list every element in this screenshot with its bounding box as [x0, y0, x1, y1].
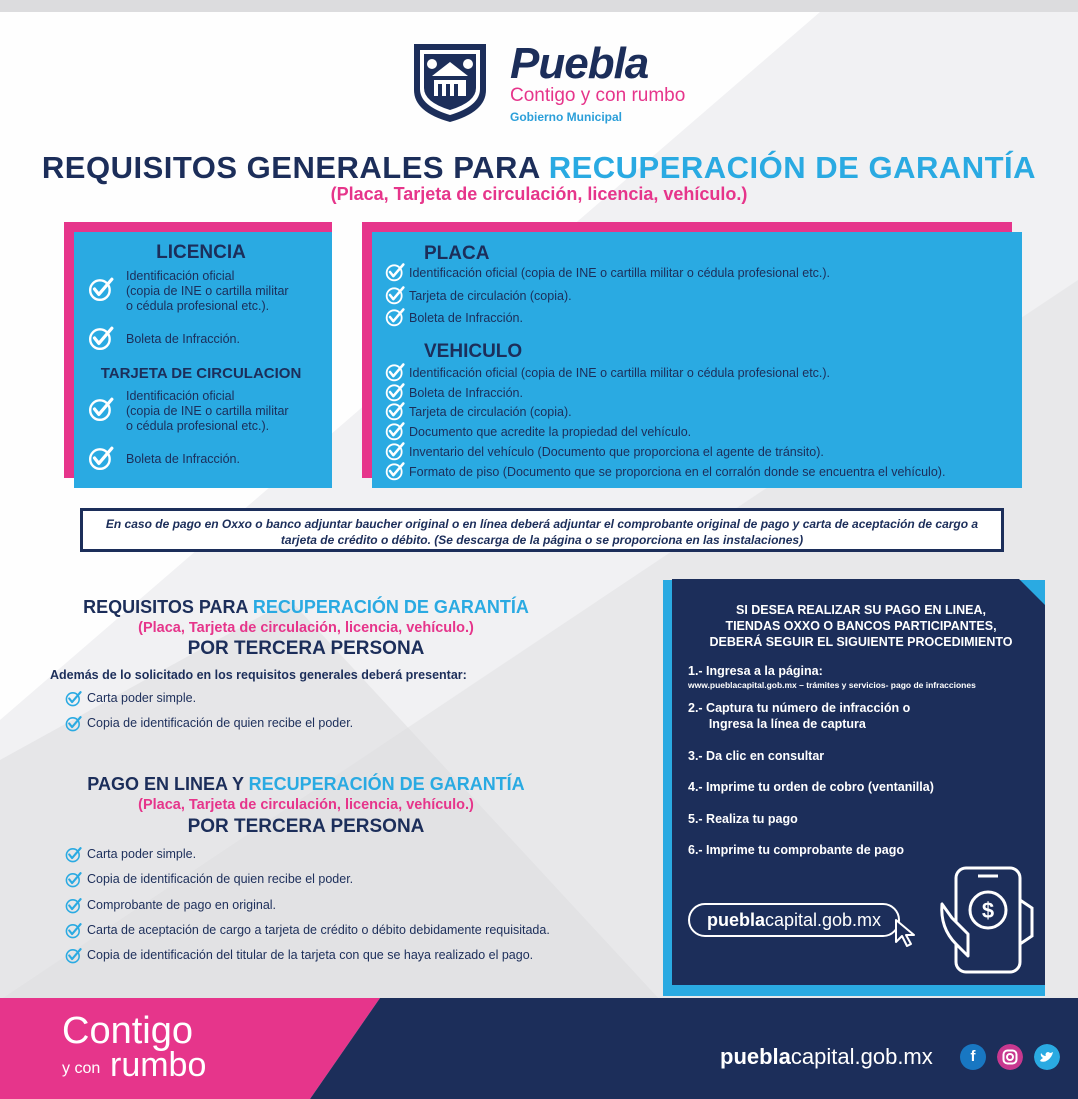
tarjeta-item: Boleta de Infracción.: [126, 452, 240, 466]
vehiculo-item: Documento que acredite la propiedad del vehículo.: [409, 425, 692, 439]
licencia-item: Boleta de Infracción.: [126, 332, 240, 346]
payment-note: En caso de pago en Oxxo o banco adjuntar baucher original o en línea deberá adjuntar el comprobante original de pago y carta de aceptación de cargo a tarjeta de crédito o débito. (Se descarga de la página o se proporciona en las instalaciones): [80, 508, 1004, 552]
step-5: 5.- Realiza tu pago: [688, 812, 798, 826]
step-1: 1.- Ingresa a la página:: [688, 664, 823, 678]
check-icon: [65, 715, 81, 731]
dollar-phone-icon: [938, 864, 1034, 976]
tercera-item: Carta poder simple.: [87, 691, 197, 705]
linea-subtitle: (Placa, Tarjeta de circulación, licencia, vehículo.): [138, 797, 474, 813]
step-6: 6.- Imprime tu comprobante de pago: [688, 843, 904, 857]
licencia-title: LICENCIA: [156, 242, 246, 263]
placa-item: Tarjeta de circulación (copia).: [409, 289, 572, 303]
vehiculo-item: Identificación oficial (copia de INE o cartilla militar o cédula profesional etc.).: [409, 366, 831, 380]
placa-item: Boleta de Infracción.: [409, 311, 523, 325]
brand-logo: [510, 40, 685, 124]
check-icon: [385, 285, 409, 309]
brand-name: Puebla: [510, 39, 649, 88]
footer-slogan-rumbo: rumbo: [110, 1046, 207, 1084]
procedure-heading: SI DESEA REALIZAR SU PAGO EN LINEA, TIENDAS OXXO O BANCOS PARTICIPANTES, DEBERÁ SEGUIR EL SIGUIENTE PROCEDIMIENTO: [709, 603, 1013, 649]
tercera-title: REQUISITOS PARA RECUPERACIÓN DE GARANTÍA: [83, 597, 529, 617]
step-3: 3.- Da clic en consultar: [688, 749, 825, 763]
brand-slogan: Contigo y con rumbo: [510, 85, 686, 106]
vehiculo-title: VEHICULO: [424, 341, 523, 362]
step-4: 4.- Imprime tu orden de cobro (ventanilla): [688, 780, 934, 794]
website-link-button[interactable]: pueblacapital.gob.mx: [688, 903, 900, 937]
check-icon: [65, 871, 81, 887]
linea-item: Carta de aceptación de cargo a tarjeta de crédito o débito debidamente requisitada.: [87, 923, 550, 937]
cursor-icon: [892, 918, 924, 950]
vehiculo-item: Boleta de Infracción.: [409, 386, 523, 400]
tercera-third-person: POR TERCERA PERSONA: [187, 638, 425, 659]
check-icon: [65, 690, 81, 706]
page-subtitle: (Placa, Tarjeta de circulación, licencia, vehículo.): [330, 184, 748, 204]
check-icon: [65, 947, 81, 963]
check-icon: [385, 307, 409, 331]
linea-title: PAGO EN LINEA Y RECUPERACIÓN DE GARANTÍA: [87, 774, 525, 794]
licencia-item: Identificación oficial (copia de INE o cartilla militar o cédula profesional etc.).: [126, 269, 289, 313]
linea-item: Copia de identificación de quien recibe el poder.: [87, 872, 354, 886]
tercera-item: Copia de identificación de quien recibe el poder.: [87, 716, 354, 730]
twitter-icon[interactable]: [1034, 1044, 1060, 1070]
tercera-intro: Además de lo solicitado en los requisitos generales deberá presentar:: [50, 668, 467, 682]
tarjeta-title: TARJETA DE CIRCULACION: [100, 365, 302, 382]
step-2: 2.- Captura tu número de infracción o Ingresa la línea de captura: [688, 701, 911, 731]
footer-website-link[interactable]: pueblacapital.gob.mx: [720, 1044, 933, 1069]
check-icon: [65, 897, 81, 913]
svg-text:$: $: [981, 898, 995, 923]
footer-slogan-contigo: Contigo: [62, 1010, 193, 1052]
linea-item: Carta poder simple.: [87, 847, 197, 861]
check-icon: [88, 325, 112, 349]
linea-item: Copia de identificación del titular de la tarjeta con que se haya realizado el pago.: [87, 948, 534, 962]
check-icon: [88, 445, 112, 469]
brand-government-label: Gobierno Municipal: [510, 110, 623, 124]
shield-crest-icon: [410, 40, 490, 124]
tarjeta-item: Identificación oficial (copia de INE o cartilla militar o cédula profesional etc.).: [126, 389, 289, 433]
linea-item: Comprobante de pago en original.: [87, 898, 277, 912]
check-icon: [385, 461, 409, 485]
check-icon: [385, 262, 409, 286]
check-icon: [88, 396, 112, 420]
instagram-icon[interactable]: [997, 1044, 1023, 1070]
check-icon: [65, 846, 81, 862]
placa-title: PLACA: [424, 243, 490, 264]
page-title: REQUISITOS GENERALES PARA RECUPERACIÓN DE GARANTÍA: [41, 150, 1037, 185]
vehiculo-item: Tarjeta de circulación (copia).: [409, 405, 572, 419]
placa-item: Identificación oficial (copia de INE o cartilla militar o cédula profesional etc.).: [409, 266, 831, 280]
linea-third-person: POR TERCERA PERSONA: [187, 816, 425, 837]
vehiculo-item: Inventario del vehículo (Documento que proporciona el agente de tránsito).: [409, 445, 824, 459]
check-icon: [88, 276, 112, 300]
footer-slogan-ycon: y con: [62, 1060, 101, 1077]
tercera-subtitle: (Placa, Tarjeta de circulación, licencia, vehículo.): [138, 620, 474, 636]
step-1-url[interactable]: www.pueblacapital.gob.mx – trámites y servicios- pago de infracciones: [688, 680, 976, 690]
facebook-icon[interactable]: f: [960, 1044, 986, 1070]
vehiculo-item: Formato de piso (Documento que se proporciona en el corralón donde se encuentra el vehículo).: [409, 465, 946, 479]
check-icon: [65, 922, 81, 938]
